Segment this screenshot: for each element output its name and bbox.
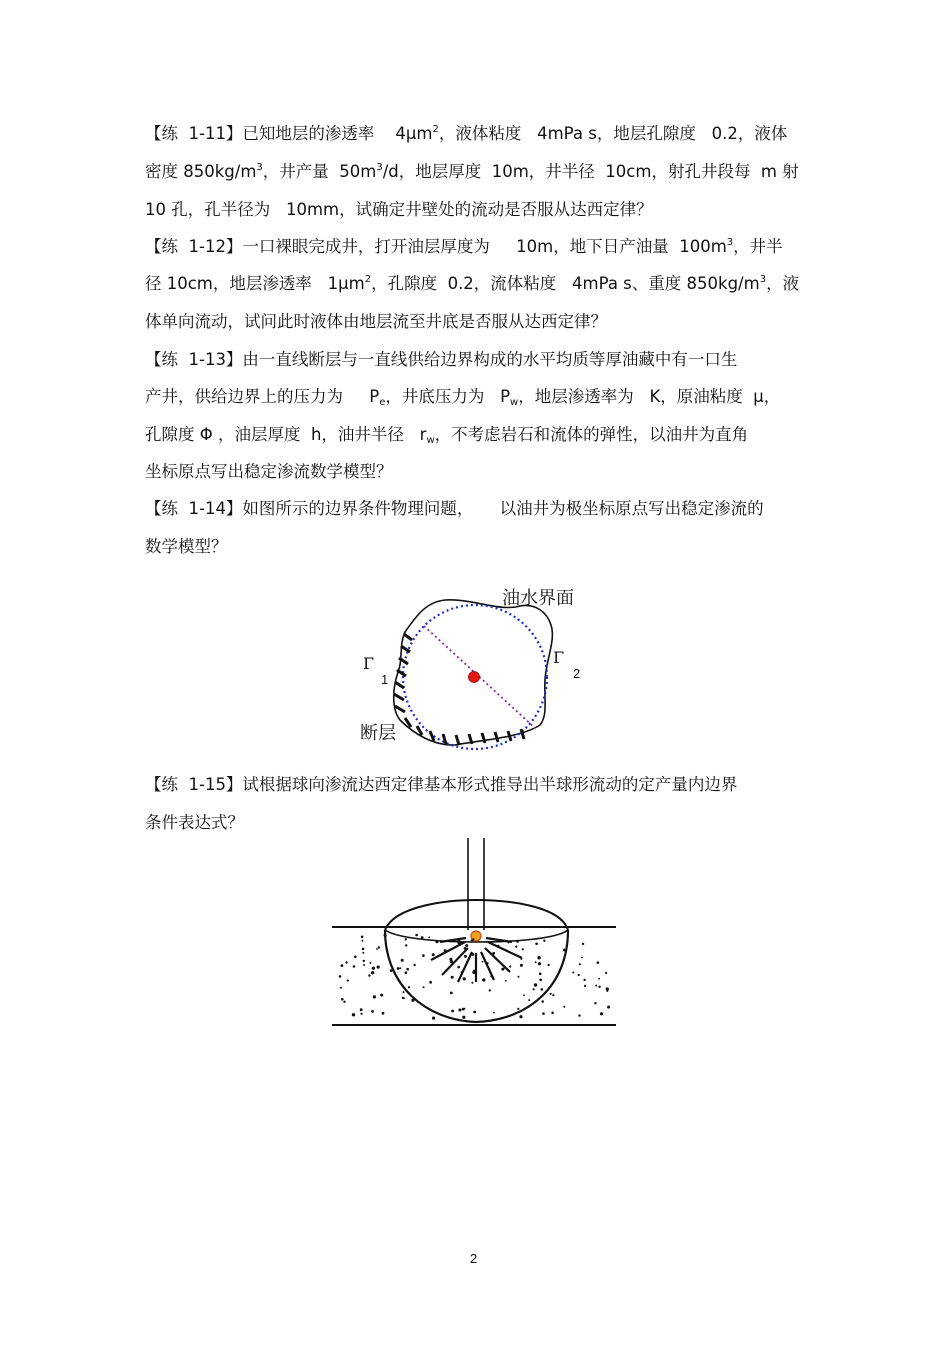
gamma1-index: 1 <box>381 672 389 687</box>
sand-dot <box>584 985 586 987</box>
sand-dot <box>352 1013 355 1016</box>
sand-dot <box>594 1002 596 1004</box>
sand-dot <box>579 963 581 965</box>
sand-dot <box>347 980 349 982</box>
sand-dot <box>380 994 383 997</box>
sand-dot <box>451 976 454 979</box>
sand-dot <box>537 956 540 959</box>
ex13-line1: 【练 1-13】由一直线断层与一直线供给边界构成的水平均质等厚油藏中有一口生 <box>145 350 738 369</box>
ex15-line2: 条件表达式？ <box>145 813 244 832</box>
sand-dot <box>405 971 408 974</box>
sand-dot <box>548 964 550 966</box>
sand-dot <box>472 953 475 956</box>
sand-dot <box>578 974 580 976</box>
sand-dot <box>542 1012 545 1015</box>
fault-hatching <box>394 634 524 745</box>
gamma1-symbol: Γ <box>363 654 375 673</box>
sand-dot <box>538 962 541 965</box>
sand-dot <box>382 1012 385 1015</box>
sand-dot <box>517 1008 519 1010</box>
oil-water-interface-label: 油水界面 <box>502 588 574 609</box>
sand-dot <box>464 955 467 958</box>
sand-dot <box>471 939 473 941</box>
sand-dot <box>377 966 380 969</box>
sand-dot <box>415 934 418 937</box>
sand-dot <box>493 1012 495 1014</box>
sand-dot <box>600 1012 603 1015</box>
sand-dot <box>505 980 507 982</box>
sand-dot <box>361 936 364 939</box>
sand-dot <box>551 1012 554 1015</box>
ex12-line1: 【练 1-12】一口裸眼完成井，打开油层厚度为 10m，地下日产油量 $100m^3$，井半 <box>145 237 783 256</box>
sand-dot <box>541 988 544 991</box>
sand-dot <box>464 947 467 950</box>
sand-dot <box>368 974 370 976</box>
sand-dot <box>363 960 365 962</box>
sand-dot <box>390 969 393 972</box>
sand-dot <box>563 1006 565 1008</box>
sand-dot <box>361 940 363 942</box>
sand-dot <box>541 1000 544 1003</box>
sand-dot <box>362 948 365 951</box>
sand-dot <box>597 961 600 964</box>
sand-dot <box>403 991 405 993</box>
sand-dot <box>458 1009 461 1012</box>
sand-dots <box>339 934 610 1020</box>
sand-dot <box>397 967 400 970</box>
sand-dot <box>354 956 357 959</box>
sand-dot <box>444 949 447 952</box>
oil-well-dot <box>469 672 480 683</box>
sand-dot <box>341 998 344 1001</box>
sand-dot <box>465 944 468 947</box>
sand-dot <box>482 961 484 963</box>
ex13-line4: 坐标原点写出稳定渗流数学模型？ <box>145 462 393 481</box>
sand-dot <box>535 961 537 963</box>
sand-dot <box>520 964 523 967</box>
ex14-line1: 【练 1-14】如图所示的边界条件物理问题， 以油井为极坐标原点写出稳定渗流的 <box>145 499 764 518</box>
sand-dot <box>523 994 525 996</box>
sand-dot <box>572 972 574 974</box>
sand-dot <box>402 997 404 999</box>
page-number: 2 <box>470 1251 478 1266</box>
sand-dot <box>606 990 608 992</box>
sand-dot <box>520 958 522 960</box>
sand-dot <box>550 993 552 995</box>
sand-dot <box>471 982 473 984</box>
sand-dot <box>343 1001 345 1003</box>
sand-dot <box>363 964 365 966</box>
sand-dot <box>345 961 347 963</box>
sand-dot <box>378 946 380 948</box>
sand-dot <box>533 988 535 990</box>
ex11-line2: 密度 $850kg/m^3$，井产量 $50m^3/d$，地层厚度 10m，井半径 10cm，射孔井段每 m 射 <box>145 162 799 181</box>
sand-dot <box>360 1008 363 1011</box>
sand-dot <box>552 994 554 996</box>
sand-dot <box>423 986 425 988</box>
sand-dot <box>405 944 407 946</box>
sand-dot <box>340 987 342 989</box>
sand-dot <box>516 940 519 943</box>
fault-label: 断层 <box>360 723 396 744</box>
sand-dot <box>462 1016 465 1019</box>
sand-dot <box>422 954 425 957</box>
sand-dot <box>463 1008 465 1010</box>
sand-dot <box>451 1010 454 1013</box>
sand-dot <box>432 953 435 956</box>
sand-dot <box>461 942 463 944</box>
sand-dot <box>432 1017 435 1020</box>
sand-dot <box>515 946 517 948</box>
sand-dot <box>605 972 607 974</box>
sand-dot <box>489 989 491 991</box>
sand-dot <box>473 1011 476 1014</box>
sand-dot <box>399 967 401 969</box>
sand-dot <box>518 976 520 978</box>
ex11-line1: 【练 1-11】已知地层的渗透率 $4\mu m^2$，液体粘度 4mPa s，地层孔隙度 0.2，液体 <box>145 124 788 143</box>
sand-dot <box>362 952 364 954</box>
sand-dot <box>490 975 492 977</box>
ex12-line3: 体单向流动，试问此时液体由地层流至井底是否服从达西定律？ <box>145 312 607 331</box>
sand-dot <box>373 995 376 998</box>
sand-dot <box>339 975 342 978</box>
sand-dot <box>406 968 409 971</box>
sand-dot <box>607 1006 610 1009</box>
sand-dot <box>411 999 414 1002</box>
sand-dot <box>581 957 583 959</box>
ex15-line1: 【练 1-15】试根据球向渗流达西定律基本形式推导出半球形流动的定产量内边界 <box>145 775 738 794</box>
sand-dot <box>504 967 506 969</box>
sand-dot <box>519 1015 522 1018</box>
sand-dot <box>371 971 374 974</box>
sand-dot <box>421 936 424 939</box>
ex11-line3: 10 孔，孔半径为 10mm，试确定井壁处的流动是否服从达西定律？ <box>145 200 653 219</box>
sand-dot <box>413 964 415 966</box>
sand-dot <box>492 952 495 955</box>
sand-dot <box>497 945 500 948</box>
sand-dot <box>595 985 597 987</box>
sand-dot <box>461 971 463 973</box>
sand-dot <box>384 934 387 937</box>
sand-dot <box>372 967 375 970</box>
sand-dot <box>598 986 600 988</box>
sand-dot <box>534 983 537 986</box>
sand-dot <box>371 1010 374 1013</box>
ex14-line2: 数学模型？ <box>145 537 228 556</box>
sand-dot <box>450 960 453 963</box>
sand-dot <box>598 978 600 980</box>
sand-dot <box>509 965 511 967</box>
sand-dot <box>376 948 378 950</box>
sand-dot <box>408 986 410 988</box>
sand-dot <box>429 981 432 984</box>
sand-dot <box>482 978 485 981</box>
sand-dot <box>543 940 545 942</box>
sand-dot <box>353 965 356 968</box>
sand-dot <box>457 966 460 969</box>
sand-dot <box>405 938 407 940</box>
sand-dot <box>539 973 542 976</box>
sand-dot <box>435 940 438 943</box>
sand-dot <box>401 959 404 962</box>
sand-dot <box>578 1014 580 1016</box>
sand-dot <box>583 979 585 981</box>
sand-dot <box>528 999 530 1001</box>
sand-dot <box>507 941 509 943</box>
sand-dot <box>473 971 476 974</box>
gamma2-symbol: Γ <box>553 648 565 667</box>
sand-dot <box>369 962 371 964</box>
ex12-line2: 径 10cm，地层渗透率 $1\mu m^2$，孔隙度 0.2，流体粘度 4mPa s、重度 $850kg/m^3$，液 <box>145 274 800 293</box>
sand-dot <box>457 940 460 943</box>
sand-dot <box>428 936 430 938</box>
sand-dot <box>341 964 344 967</box>
sand-dot <box>539 979 542 982</box>
ex13-line2: 产井，供给边界上的压力为 $P_e$，井底压力为 $P_w$，地层渗透率为 K，原油粘度 μ， <box>145 387 781 408</box>
sand-dot <box>535 943 538 946</box>
sand-dot <box>487 962 489 964</box>
sand-dot <box>563 949 565 951</box>
sand-dot <box>522 948 524 950</box>
sand-dot <box>360 1013 362 1015</box>
sand-dot <box>582 943 584 945</box>
ex13-line3: 孔隙度 Φ ，油层厚度 h，油井半径 $r_w$，不考虑岩石和流体的弹性，以油井为直角 <box>145 425 749 446</box>
sand-dot <box>463 977 466 980</box>
sand-dot <box>450 992 453 995</box>
gamma2-index: 2 <box>573 666 581 681</box>
